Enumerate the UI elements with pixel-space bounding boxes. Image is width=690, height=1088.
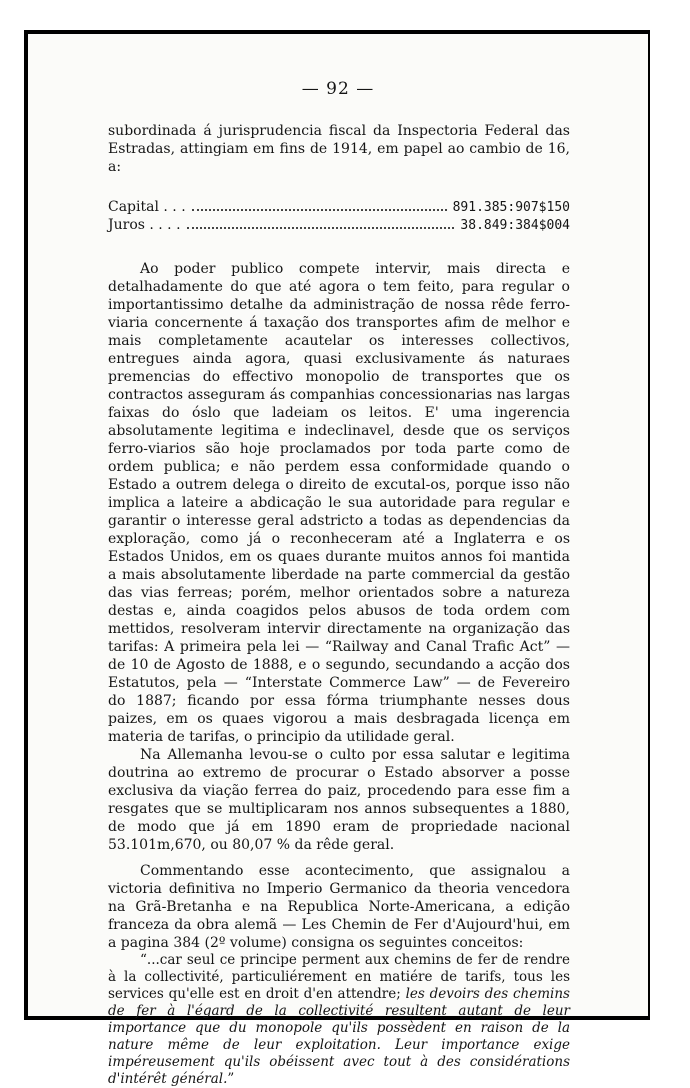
ledger-value: 891.385:907$150: [452, 200, 570, 215]
ledger-label: Capital . . .: [108, 199, 186, 215]
quote-italic-text: les devoirs des chemins de fer à l'égard de la collectivité resultent autant de leur importance que du monopole qu'ils possèdent en raison de la nature même de leur exploitation. Leur importance exige impéreusement qu'ils obéissent avec tout à des considérations d'intérêt général.: [108, 986, 570, 1087]
quote-close-mark: ”: [227, 1071, 235, 1087]
ledger-value: 38.849:384$004: [460, 218, 570, 233]
body-paragraph-2: Na Allemanha levou-se o culto por essa salutar e legitima doutrina ao extremo de procurar o Estado absorver a posse exclusiva da viação ferrea do paiz, procedendo para esse fim a resgates que se multiplicaram nos annos subsequentes a 1880, de modo que já em 1890 eram de propriedade nacional 53.101m,670, ou 80,07 % da rêde geral.: [108, 747, 570, 853]
page-number: — 92 —: [301, 79, 375, 99]
leader-dots: [192, 209, 447, 211]
paragraph-gap: [108, 854, 570, 862]
ledger-row-juros: [108, 216, 570, 234]
document-page: [28, 34, 648, 1087]
page-content: [108, 122, 570, 1088]
intro-paragraph: subordinada á jurisprudencia fiscal da Inspectoria Federal das Estradas, attingiam em fins de 1914, em papel ao cambio de 16, a:: [108, 123, 570, 175]
ledger-label: Juros . . . .: [108, 217, 181, 233]
french-quotation: [108, 952, 570, 1088]
leader-dots: [187, 227, 455, 229]
ledger-table: [108, 198, 570, 234]
body-paragraph-1: Ao poder publico compete intervir, mais directa e detalhadamente do que até agora o tem feito, para regular o importantissimo detalhe da administração de nossa rêde ferro-viaria concernente á taxação dos transportes afim de melhor e mais completamente acautelar os interesses collectivos, entregues ainda agora, quasi exclusivamente ás naturaes premencias do effectivo monopolio de transportes que os contractos asseguram ás companhias concessionarias nas largas faixas do óslo que ladeiam os leitos. E' uma ingerencia absolutamente legitima e indeclinavel, desde que os serviços ferro-viarios são hoje proclamados por toda parte como de ordem publica; e não perdem essa conformidade quando o Estado a outrem delega o direito de excutal-os, porque isso não implica a lateire a abdicação le sua autoridade para regular e garantir o interesse geral adstricto a todas as dependencias da exploração, como já o reconheceram até a Inglaterra e os Estados Unidos, em os quaes durante muitos annos foi mantida a mais absolutamente liberdade na parte commercial da gestão das vias ferreas; porém, melhor orientados sobre a natureza destas e, ainda coagidos pelos abusos de toda ordem com mettidos, resolveram intervir directamente na organização das tarifas: A primeira pela lei — “Railway and Canal Trafic Act” — de 10 de Agosto de 1888, e o segundo, secundando a acção dos Estatutos, pela — “Interstate Commerce Law” — de Fevereiro do 1887; ficando por essa fórma triumphante nesses dous paizes, em os quaes vigorou a mais desbragada licença em materia de tarifas, o principio da utilidade geral.: [108, 261, 570, 745]
quote-plain-text: “...car seul ce principe perment aux chemins de fer de rendre à la collectivité, particuliérement en matiére de tarifs, tous les services qu'elle est en droit d'en attendre;: [108, 952, 570, 1002]
page-frame: [24, 30, 650, 1087]
body-paragraph-3: Commentando esse acontecimento, que assignalou a victoria definitiva no Imperio Germanico da theoria vencedora na Grã-Bretanha e na Republica Norte-Americana, a edição franceza da obra alemã — Les Chemin de Fer d'Aujourd'hui, em a pagina 384 (2º volume) consigna os seguintes conceitos:: [108, 863, 570, 951]
ledger-row-capital: [108, 198, 570, 216]
